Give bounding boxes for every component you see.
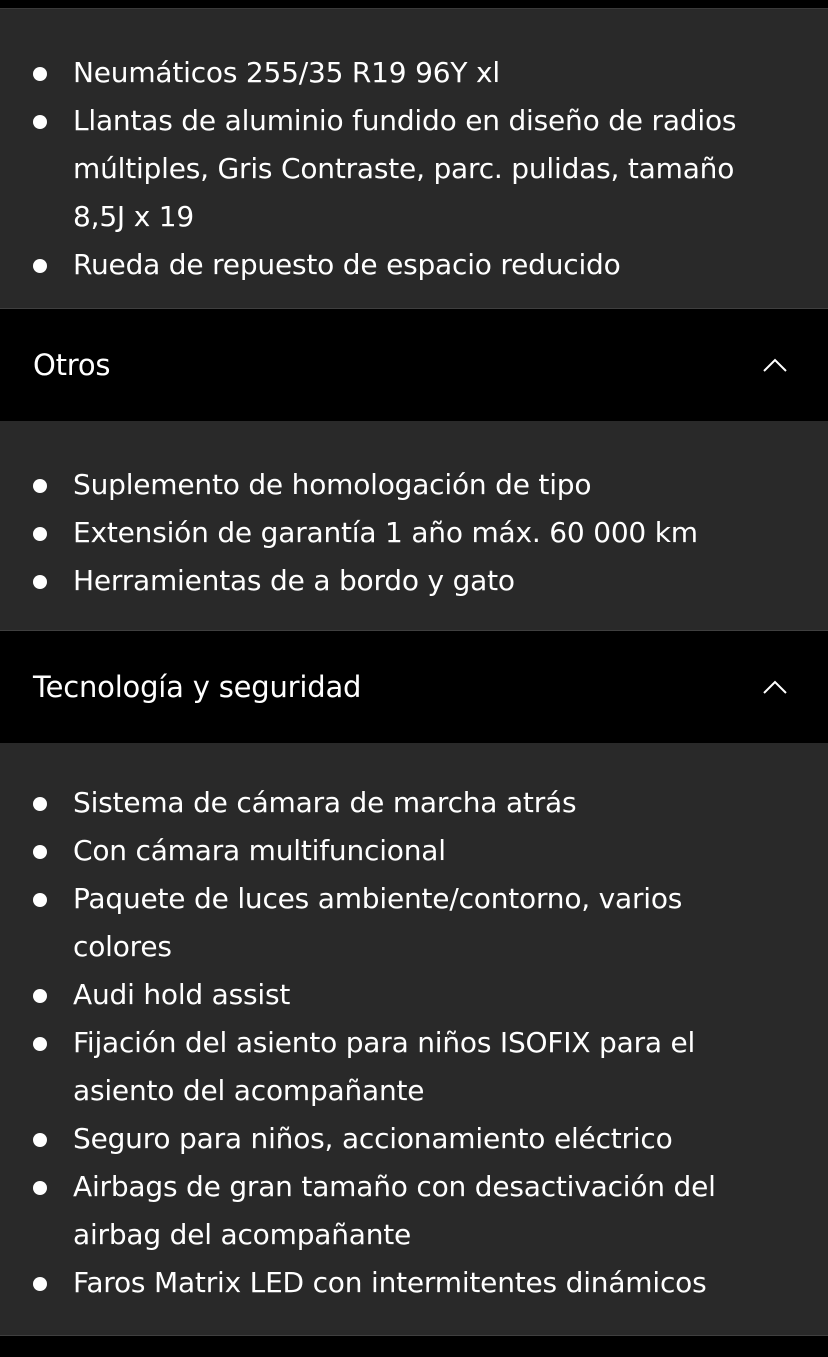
list-item: Audi hold assist (73, 971, 788, 1019)
list-item: Con cámara multifuncional (73, 827, 788, 875)
bullet-icon (33, 893, 47, 907)
bullet-icon (33, 797, 47, 811)
tecnologia-content-panel (0, 743, 828, 1336)
section-header-otros[interactable] (0, 309, 828, 421)
section-header-tecnologia[interactable] (0, 631, 828, 743)
bullet-icon (33, 67, 47, 81)
list-item: Faros Matrix LED con intermitentes dinámicos (73, 1259, 788, 1307)
bullet-icon (33, 115, 47, 129)
list-item: Rueda de repuesto de espacio reducido (73, 241, 788, 289)
bullet-icon (33, 1133, 47, 1147)
bullet-icon (33, 1181, 47, 1195)
list-item: Herramientas de a bordo y gato (73, 557, 788, 605)
list-item: Neumáticos 255/35 R19 96Y xl (73, 49, 788, 97)
list-item: Llantas de aluminio fundido en diseño de radios múltiples, Gris Contraste, parc. pulidas, tamaño 8,5J x 19 (73, 97, 788, 241)
list-item: Extensión de garantía 1 año máx. 60 000 km (73, 509, 788, 557)
list-item: Paquete de luces ambiente/contorno, varios colores (73, 875, 788, 971)
bullet-icon (33, 1037, 47, 1051)
tecnologia-feature-list (0, 779, 828, 1307)
bullet-icon (33, 989, 47, 1003)
wheels-content-panel (0, 9, 828, 309)
otros-feature-list (0, 461, 828, 605)
bullet-icon (33, 575, 47, 589)
wheels-feature-list (0, 49, 828, 289)
list-item: Fijación del asiento para niños ISOFIX para el asiento del acompañante (73, 1019, 788, 1115)
chevron-up-icon[interactable] (762, 679, 788, 695)
bullet-icon (33, 1277, 47, 1291)
list-item: Airbags de gran tamaño con desactivación del airbag del acompañante (73, 1163, 788, 1259)
list-item: Suplemento de homologación de tipo (73, 461, 788, 509)
bullet-icon (33, 259, 47, 273)
list-item: Seguro para niños, accionamiento eléctrico (73, 1115, 788, 1163)
bullet-icon (33, 479, 47, 493)
bullet-icon (33, 527, 47, 541)
otros-content-panel (0, 421, 828, 631)
list-item: Sistema de cámara de marcha atrás (73, 779, 788, 827)
top-divider (0, 0, 828, 9)
section-title: Otros (33, 348, 111, 382)
section-title: Tecnología y seguridad (33, 670, 362, 704)
bottom-divider (0, 1336, 828, 1356)
chevron-up-icon[interactable] (762, 357, 788, 373)
bullet-icon (33, 845, 47, 859)
